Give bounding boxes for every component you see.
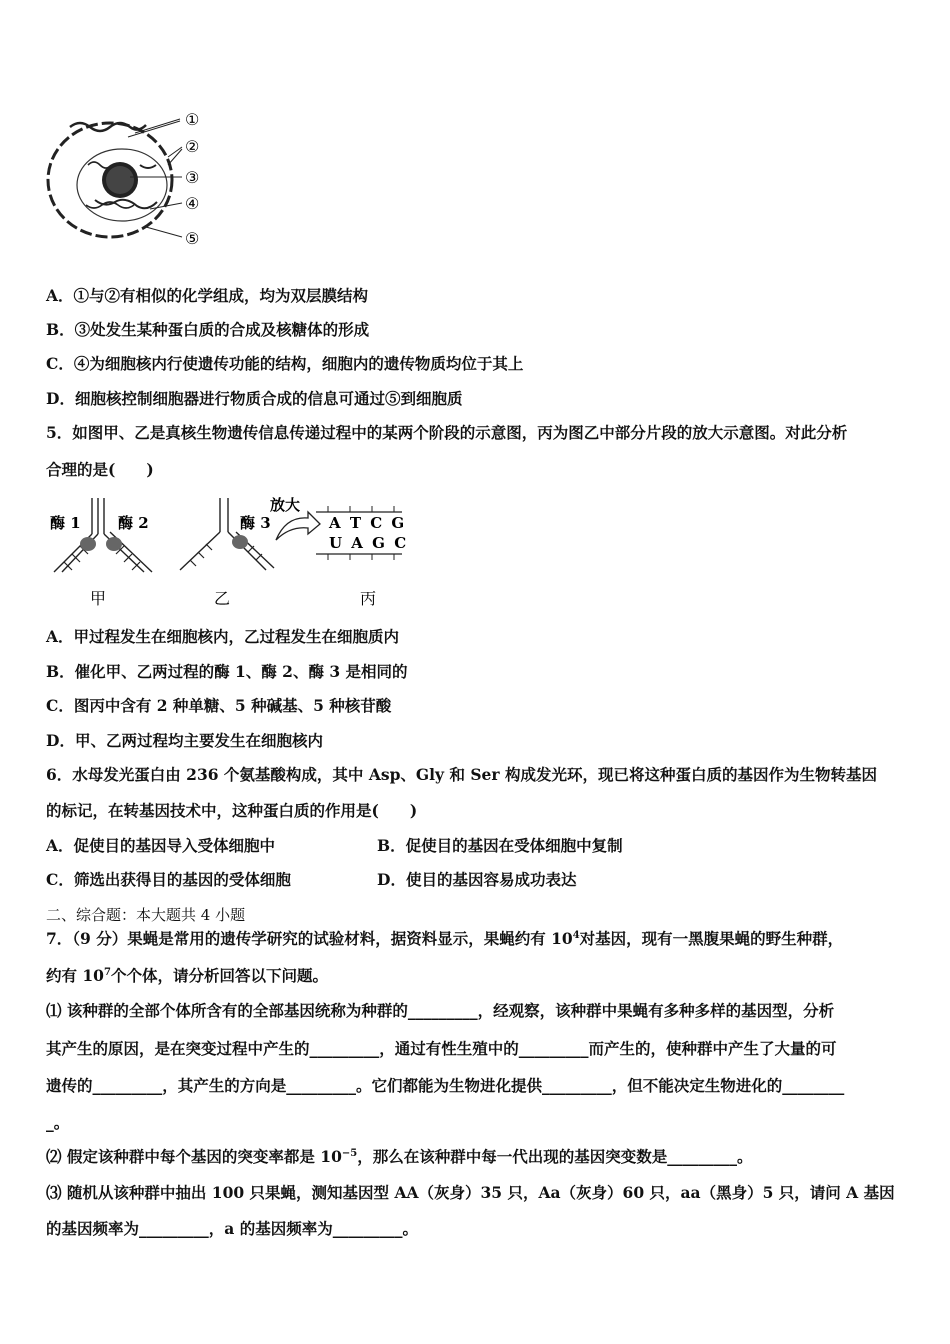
enzyme1-label: 酶 1 xyxy=(50,514,81,532)
marker-4: ④ xyxy=(185,194,200,213)
marker-2: ② xyxy=(185,137,200,156)
marker-3: ③ xyxy=(185,168,200,187)
bottom-bases: U A G C xyxy=(329,534,409,552)
q6-stem-line2: 的标记，在转基因技术中，这种蛋白质的作用是( ) xyxy=(46,801,418,820)
q5-stem-line1: 5．如图甲、乙是真核生物遗传信息传递过程中的某两个阶段的示意图，丙为图乙中部分片段的放大示意图。对此分析 xyxy=(46,423,848,442)
label-bing: 丙 xyxy=(360,589,377,608)
enlarge-label: 放大 xyxy=(270,496,301,514)
q5-stem-line2: 合理的是( ) xyxy=(46,460,154,479)
q7-part1-line3: 遗传的_________，其产生的方向是_________。它们都能为生物进化提供_________，但不能决定生物进化的________ xyxy=(46,1076,845,1095)
q6-option-a: A．促使目的基因导入受体细胞中 xyxy=(46,836,276,855)
q7-line1: 7．（9 分）果蝇是常用的遗传学研究的试验材料，据资料显示，果蝇约有 $10^4$对基因，现有一黑腹果蝇的野生种群， xyxy=(46,929,844,948)
q4-option-b: B．③处发生某种蛋白质的合成及核糖体的形成 xyxy=(46,320,370,339)
q6-option-b: B．促使目的基因在受体细胞中复制 xyxy=(377,836,623,855)
label-yi: 乙 xyxy=(214,589,231,608)
q7-line2: 约有 $10^7$个个体，请分析回答以下问题。 xyxy=(46,966,328,985)
cell-diagram xyxy=(40,105,270,255)
q5-option-c: C．图丙中含有 2 种单糖、5 种碱基、5 种核苷酸 xyxy=(46,696,392,715)
figure-jia xyxy=(50,498,152,608)
section2-title: 二、综合题：本大题共 4 小题 xyxy=(46,906,246,924)
enlarge-arrow-icon xyxy=(276,512,320,540)
q4-option-c: C．④为细胞核内行使遗传功能的结构，细胞内的遗传物质均位于其上 xyxy=(46,354,524,373)
enzyme2-label: 酶 2 xyxy=(118,514,149,532)
q5-option-a: A．甲过程发生在细胞核内，乙过程发生在细胞质内 xyxy=(46,627,400,646)
enzyme3-label: 酶 3 xyxy=(240,514,271,532)
q7-part3-line2: 的基因频率为_________，a 的基因频率为_________。 xyxy=(46,1219,418,1238)
q7-part1-line4: _。 xyxy=(46,1113,70,1132)
q6-option-d: D．使目的基因容易成功表达 xyxy=(377,870,577,889)
top-bases: A T C G xyxy=(329,514,407,532)
q7-part3-line1: ⑶ 随机从该种群中抽出 100 只果蝇，测知基因型 AA（灰身）35 只，Aa（灰身）60 只，aa（黑身）5 只，请问 A 基因 xyxy=(46,1183,895,1202)
q5-option-b: B．催化甲、乙两过程的酶 1、酶 2、酶 3 是相同的 xyxy=(46,662,408,681)
figure-yi xyxy=(180,498,274,608)
q7-part2: ⑵ 假定该种群中每个基因的突变率都是 $10^{-5}$，那么在该种群中每一代出现的基因突变数是_________。 xyxy=(46,1147,753,1166)
marker-1: ① xyxy=(185,110,200,129)
label-jia: 甲 xyxy=(90,589,107,608)
marker-5: ⑤ xyxy=(185,229,200,248)
dna-replication-figure xyxy=(44,492,424,612)
q4-option-a: A．①与②有相似的化学组成，均为双层膜结构 xyxy=(46,286,369,305)
q4-option-d: D．细胞核控制细胞器进行物质合成的信息可通过⑤到细胞质 xyxy=(46,389,463,408)
q7-part1-line1: ⑴ 该种群的全部个体所含有的全部基因统称为种群的_________，经观察，该种群中果蝇有多种多样的基因型，分析 xyxy=(46,1001,835,1020)
q7-part1-line2: 其产生的原因，是在突变过程中产生的_________，通过有性生殖中的_________而产生的，使种群中产生了大量的可 xyxy=(46,1039,837,1058)
q5-option-d: D．甲、乙两过程均主要发生在细胞核内 xyxy=(46,731,323,750)
figure-bing xyxy=(316,506,408,608)
q6-stem-line1: 6．水母发光蛋白由 236 个氨基酸构成，其中 Asp、Gly 和 Ser 构成发光环，现已将这种蛋白质的基因作为生物转基因 xyxy=(46,765,877,784)
q6-option-c: C．筛选出获得目的基因的受体细胞 xyxy=(46,870,291,889)
